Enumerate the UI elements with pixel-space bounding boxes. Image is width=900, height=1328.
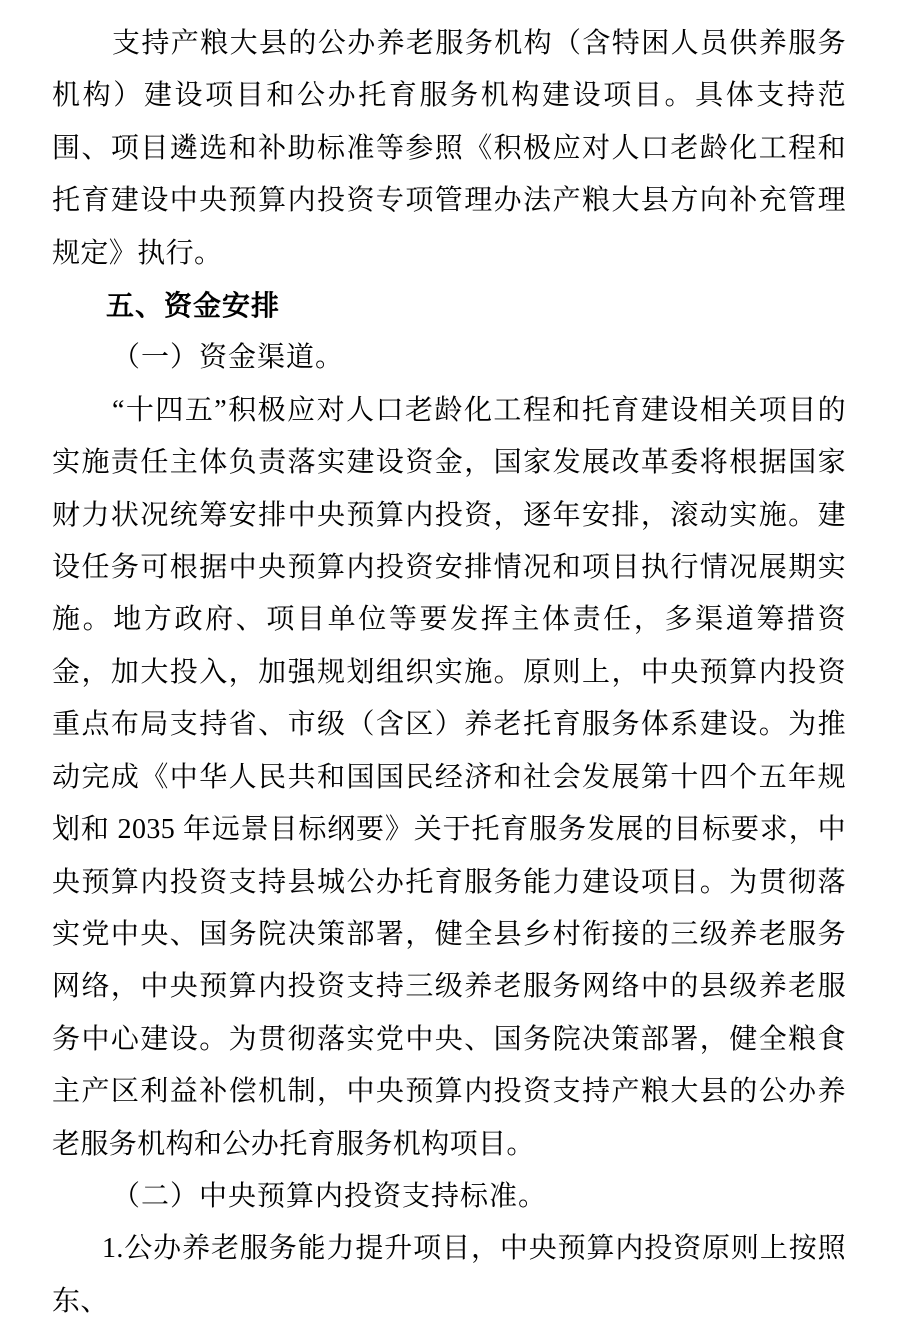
subsection-1-body-paragraph: “十四五”积极应对人口老龄化工程和托育建设相关项目的实施责任主体负责落实建设资金，国家发展改革委将根据国家财力状况统筹安排中央预算内投资，逐年安排，滚动实施。建设任务可根据中央预算内投资安排情况和项目执行情况展期实施。地方政府、项目单位等要发挥主体责任，多渠道筹措资金，加大投入，加强规划组织实施。原则上，中央预算内投资重点布局支持省、市级（含区）养老托育服务体系建设。为推动完成《中华人民共和国国民经济和社会发展第十四个五年规划和 2035 年远景目标纲要》关于托育服务发展的目标要求，中央预算内投资支持县城公办托育服务能力建设项目。为贯彻落实党中央、国务院决策部署，健全县乡村衔接的三级养老服务网络，中央预算内投资支持三级养老服务网络中的县级养老服务中心建设。为贯彻落实党中央、国务院决策部署，健全粮食主产区利益补偿机制，中央预算内投资支持产粮大县的公办养老服务机构和公办托育服务机构项目。 bbox=[52, 394, 846, 1160]
subsection-2-body-first-line: 1.公办养老服务能力提升项目，中央预算内投资原则上按照东、 bbox=[52, 1233, 846, 1317]
subsection-heading-investment-support-standards: （二）中央预算内投资支持标准。 bbox=[112, 1180, 548, 1212]
intro-paragraph: 支持产粮大县的公办养老服务机构（含特困人员供养服务机构）建设项目和公办托育服务机构建设项目。具体支持范围、项目遴选和补助标准等参照《积极应对人口老龄化工程和托育建设中央预算内投资专项管理办法产粮大县方向补充管理规定》执行。 bbox=[52, 28, 846, 269]
section-heading-funding-arrangement: 五、资金安排 bbox=[106, 290, 281, 322]
subsection-heading-funding-channels: （一）资金渠道。 bbox=[112, 342, 345, 374]
